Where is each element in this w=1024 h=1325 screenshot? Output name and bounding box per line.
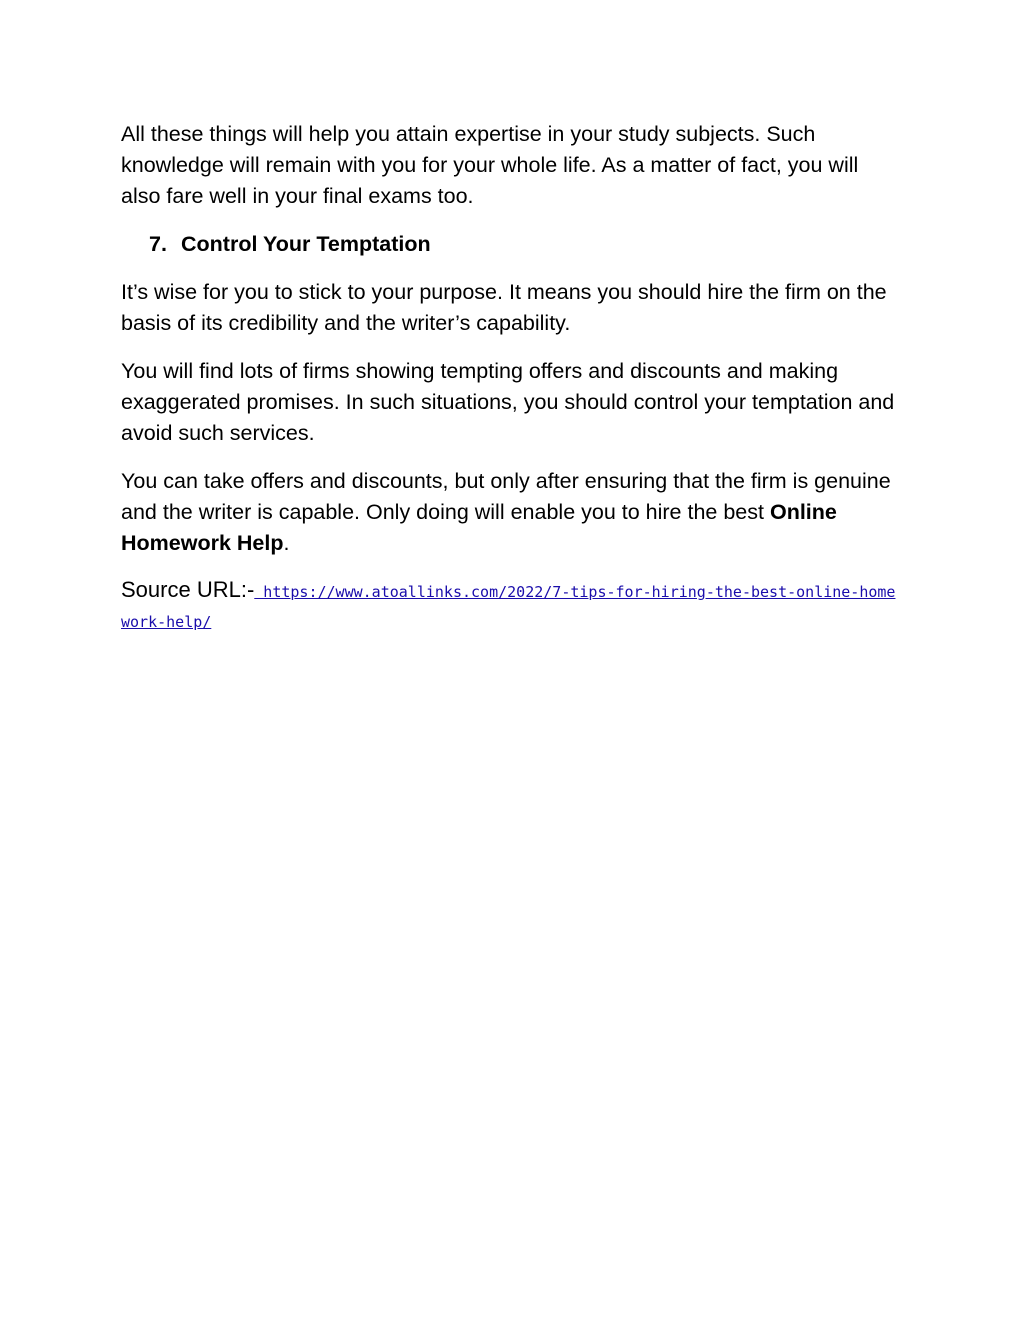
bold-keyword: Online Homework Help: [121, 500, 837, 555]
paragraph-expertise: All these things will help you attain expertise in your study subjects. Such knowledge will remain with you for your whole life. As a matter of fact, you will also fare well in your final exams too.: [121, 122, 859, 208]
section-title: Control Your Temptation: [181, 232, 431, 256]
source-url-link[interactable]: https://www.atoallinks.com/2022/7-tips-for-hiring-the-best-online-homework-help/: [121, 583, 896, 631]
source-line: [121, 576, 896, 636]
source-label: Source URL:-: [121, 577, 255, 602]
paragraph-period: .: [283, 531, 290, 555]
paragraph-offers-discounts: [121, 466, 896, 559]
section-number: 7.: [149, 232, 167, 256]
paragraph-purpose: It’s wise for you to stick to your purpose. It means you should hire the firm on the basis of its credibility and the writer’s capability.: [121, 280, 887, 335]
section-heading: [121, 229, 896, 260]
paragraph-tempting-offers: You will find lots of firms showing tempting offers and discounts and making exaggerated promises. In such situations, you should control your temptation and avoid such services.: [121, 359, 895, 445]
paragraph-text: You can take offers and discounts, but only after ensuring that the firm is genuine and the writer is capable. Only doing will enable you to hire the best: [121, 469, 891, 524]
document-page: [121, 119, 896, 636]
